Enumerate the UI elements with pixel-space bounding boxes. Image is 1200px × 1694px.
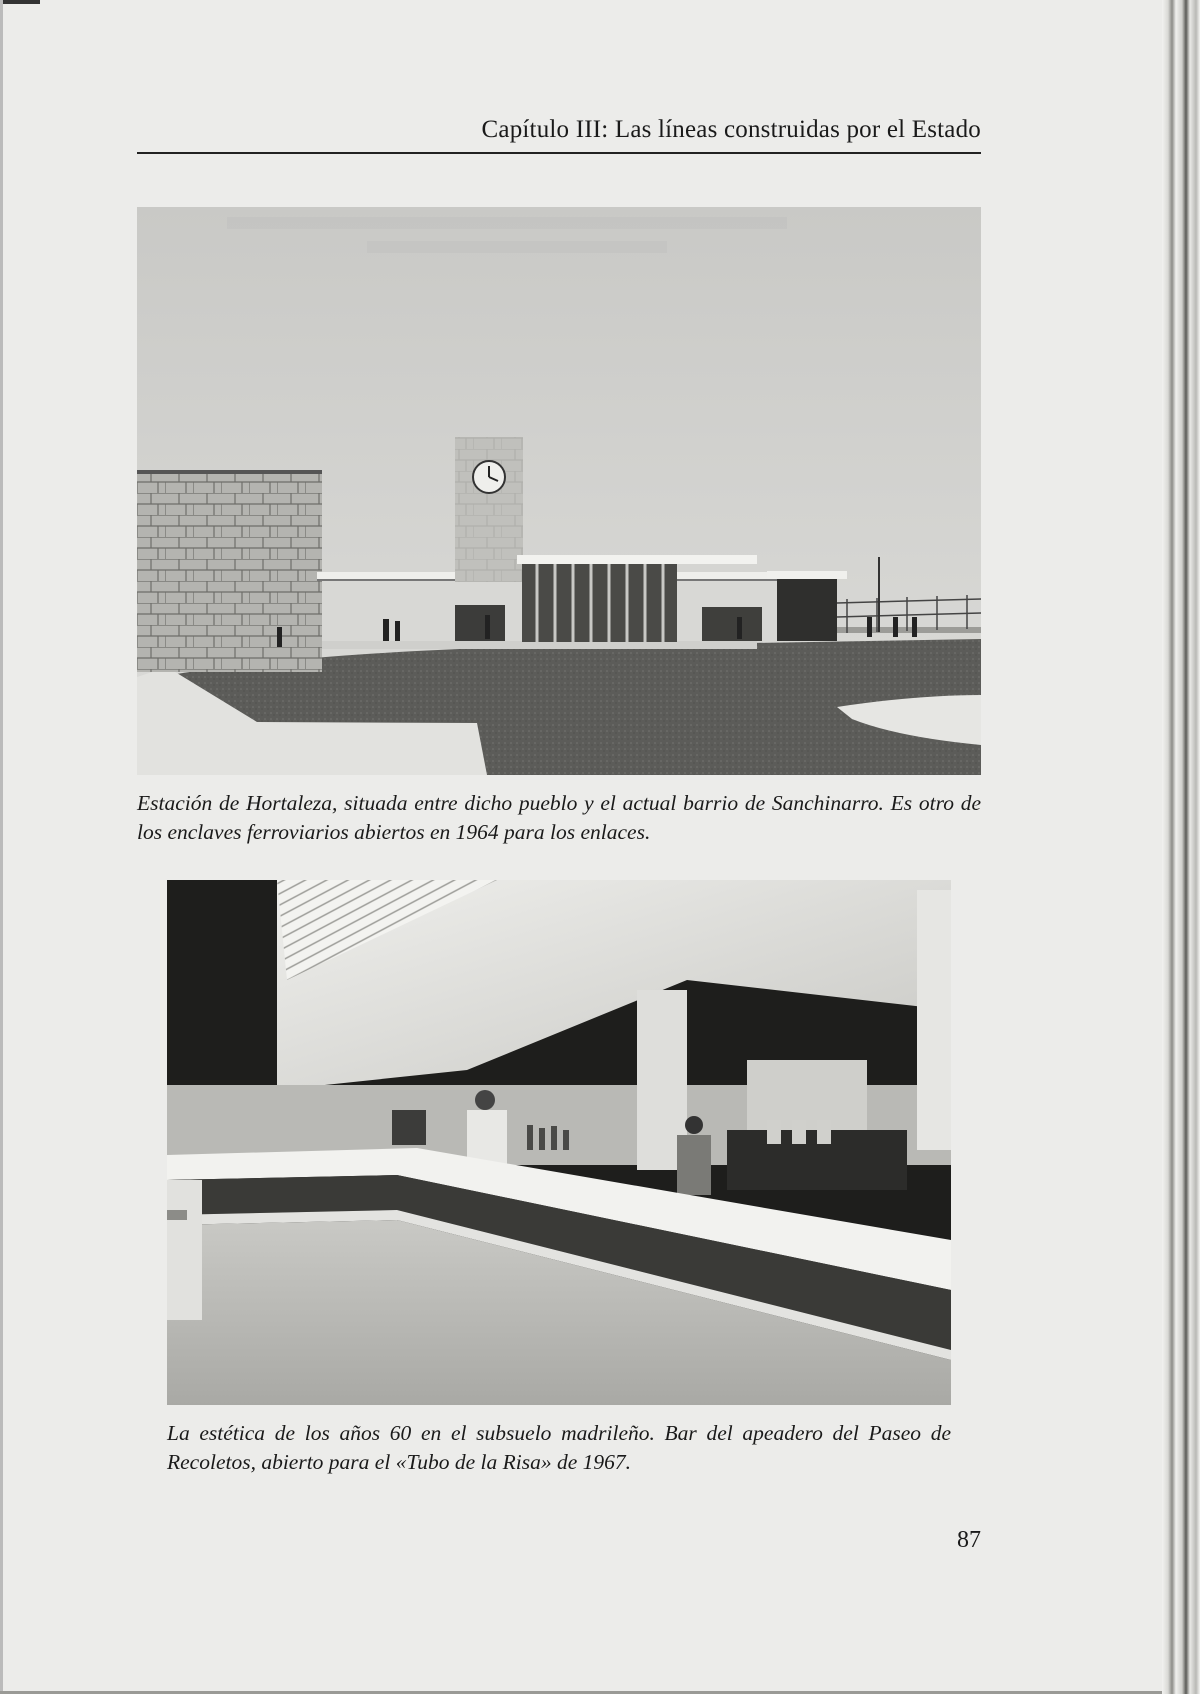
- page-number: 87: [957, 1527, 981, 1553]
- figure-caption-1: Estación de Hortaleza, situada entre dicho pueblo y el actual barrio de Sanchinarro. Es otro de los enclaves ferroviarios abiertos en 1964 para los enlaces.: [137, 791, 981, 844]
- figure-caption-2: La estética de los años 60 en el subsuelo madrileño. Bar del apeadero del Paseo de Recoletos, abierto para el «Tubo de la Risa» de 1967.: [167, 1421, 951, 1474]
- photo-hortaleza-station: [137, 207, 981, 775]
- scan-left-edge: [0, 0, 3, 1694]
- scan-corner-mark: [0, 0, 40, 4]
- photo-recoletos-bar: [167, 880, 951, 1405]
- book-gutter-edge: [1162, 0, 1200, 1694]
- header-rule: [137, 152, 981, 154]
- running-head: Capítulo III: Las líneas construidas por el Estado: [481, 116, 981, 143]
